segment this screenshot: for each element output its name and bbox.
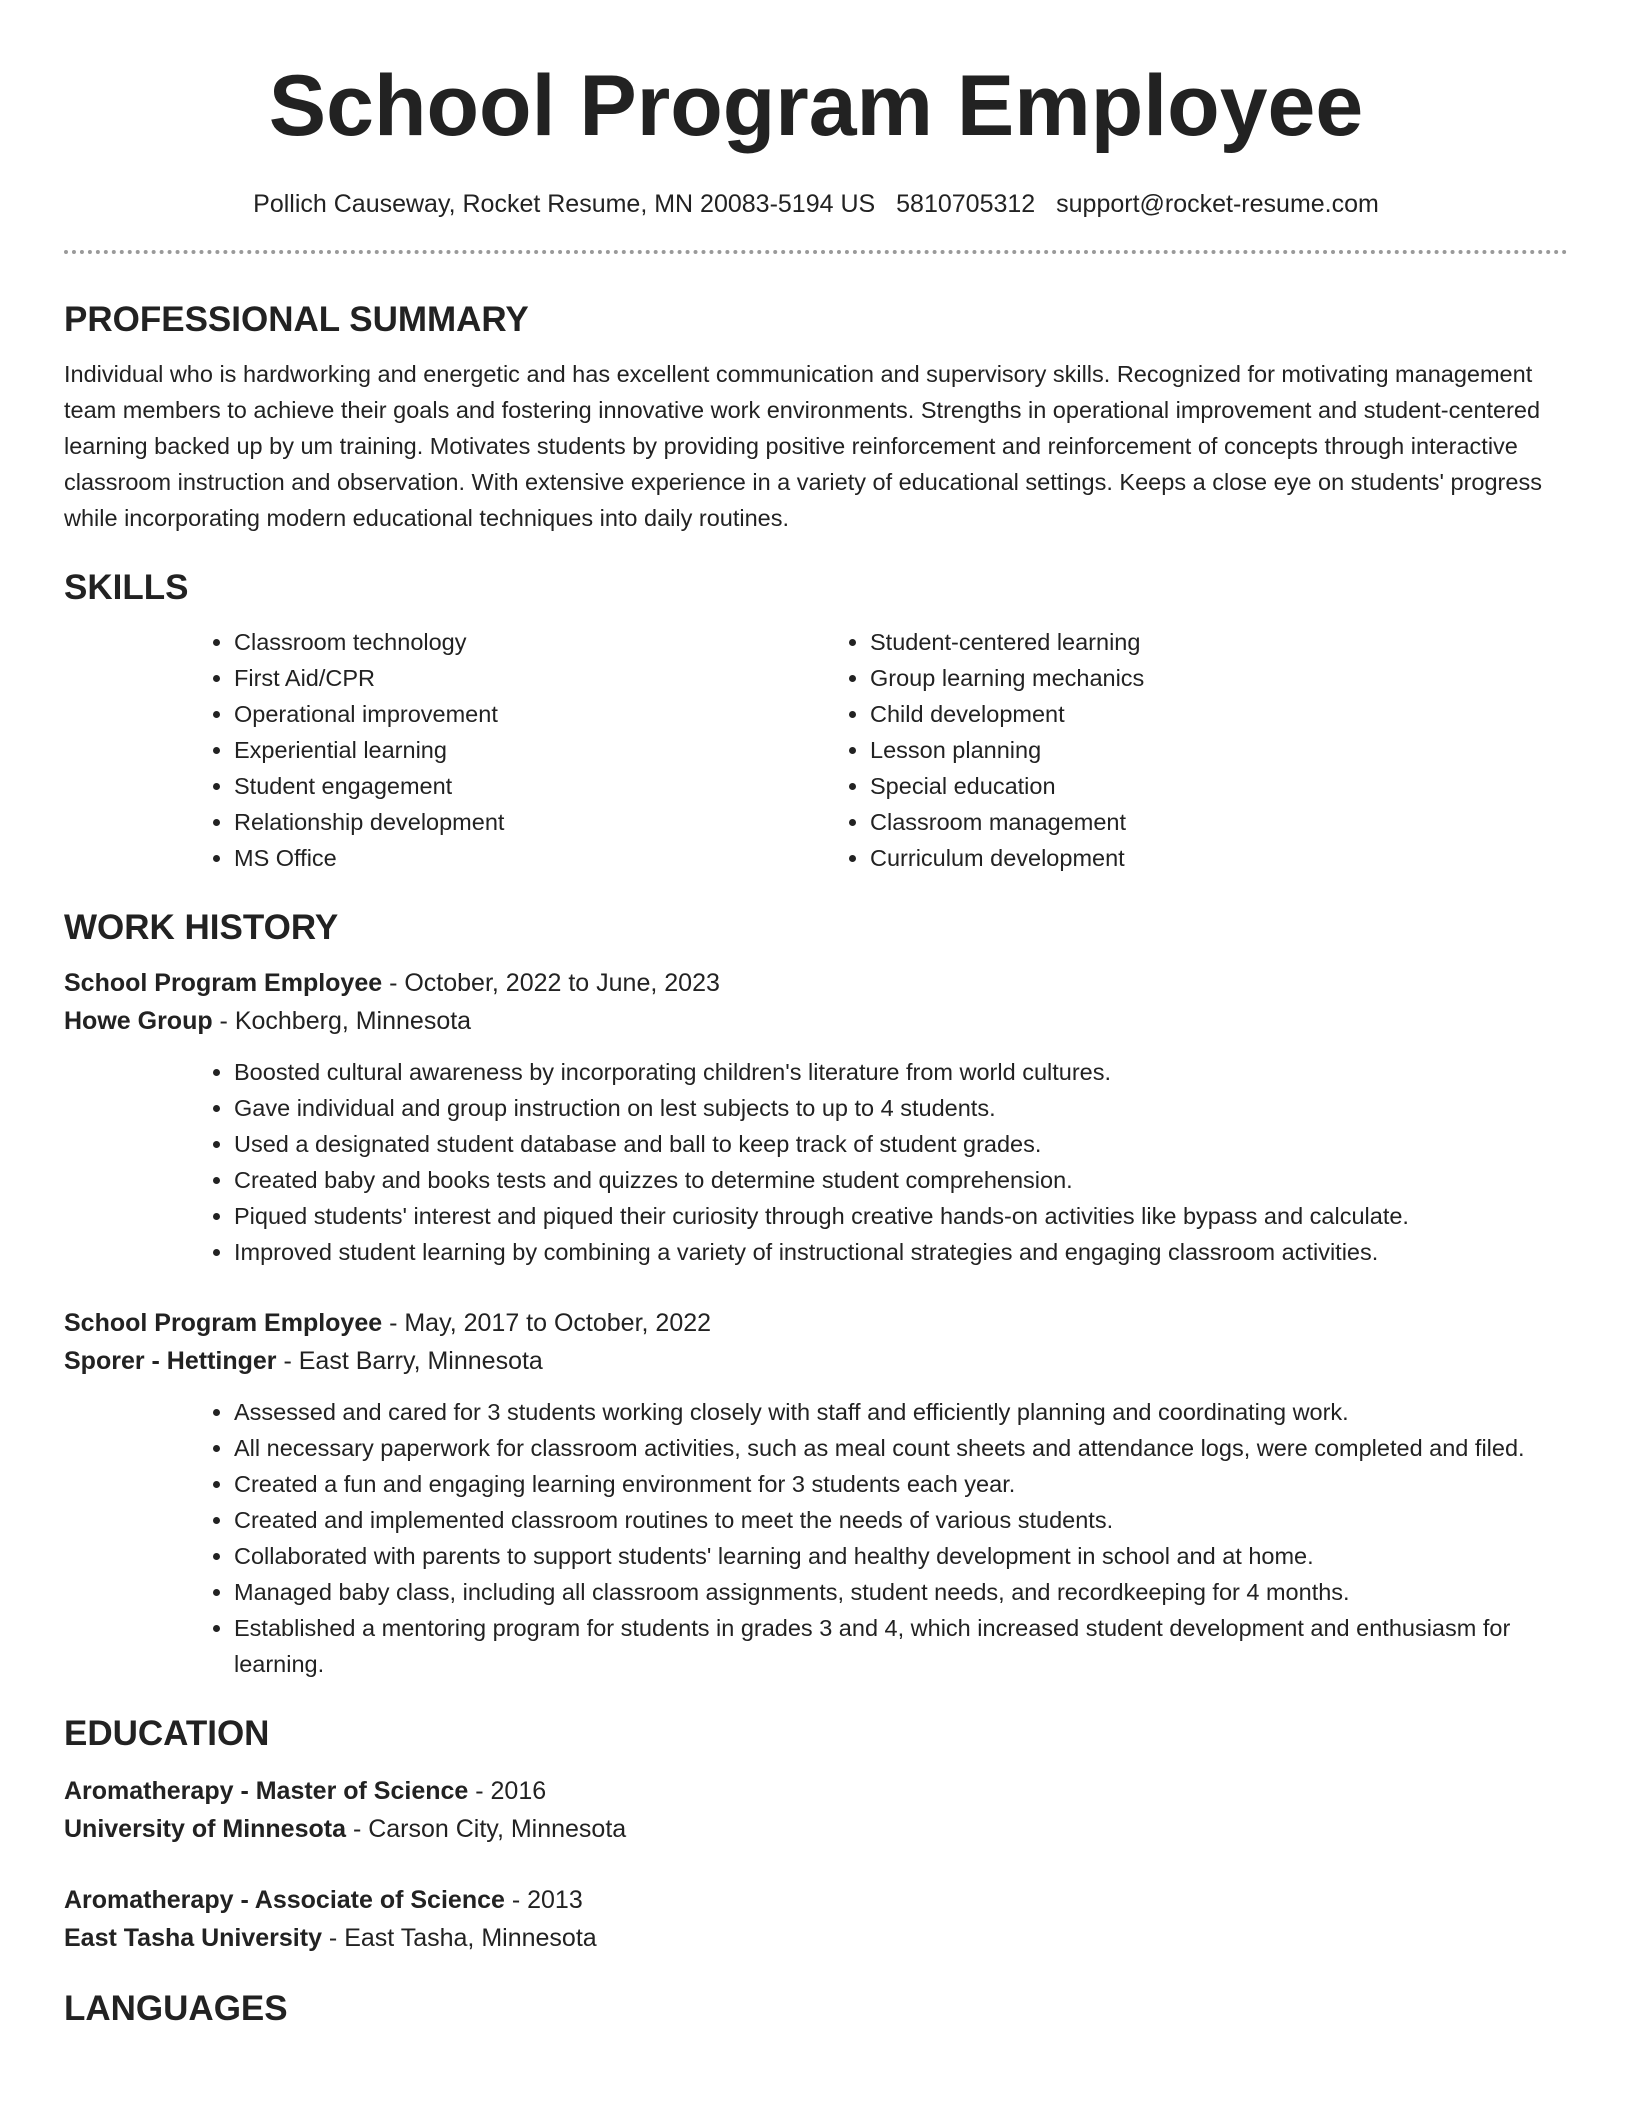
education-entry [64, 1772, 1568, 1848]
education-entry [64, 1881, 1568, 1957]
job-bullet: • Gave individual and group instruction on lest subjects to up to 4 students. [234, 1090, 1568, 1126]
education-year: - 2016 [468, 1777, 547, 1805]
job-company: Sporer - Hettinger [64, 1347, 277, 1375]
summary-text: Individual who is hardworking and energetic and has excellent communication and supervisory skills. Recognized for motivating management team members to achieve their goals and fostering innovative work environments. Strengths in operational improvement and student-centered learning backed up by um training. Motivates students by providing positive reinforcement and reinforcement of concepts through interactive classroom instruction and observation. With extensive experience in a variety of educational settings. Keeps a close eye on students' progress while incorporating modern educational techniques into daily routines. [64, 361, 1542, 531]
job-entry [64, 1304, 1568, 1682]
education-school: University of Minnesota [64, 1815, 346, 1843]
skills-title: SKILLS [64, 568, 189, 607]
contact-line [64, 188, 1568, 220]
contact-phone: 5810705312 [896, 190, 1036, 218]
education-year: - 2013 [504, 1886, 583, 1914]
job-bullet: • Established a mentoring program for students in grades 3 and 4, which increased student development and enthusiasm for learning. [234, 1610, 1568, 1682]
education-location: - East Tasha, Minnesota [321, 1924, 597, 1952]
header-divider [64, 250, 1568, 254]
summary-title: PROFESSIONAL SUMMARY [64, 300, 529, 339]
job-bullet: • Used a designated student database and ball to keep track of student grades. [234, 1126, 1568, 1162]
job-bullet: • Piqued students' interest and piqued their curiosity through creative hands-on activities like bypass and calculate. [234, 1198, 1568, 1234]
job-bullets [64, 1394, 1568, 1682]
job-title-line [64, 964, 1568, 1002]
job-company: Howe Group [64, 1007, 213, 1035]
skill-item: • Classroom technology [234, 624, 826, 660]
work-history-title: WORK HISTORY [64, 908, 339, 947]
skills-list [190, 624, 1568, 876]
skill-item: • Experiential learning [234, 732, 826, 768]
education-school: East Tasha University [64, 1924, 322, 1952]
education-degree-line [64, 1881, 1568, 1919]
languages-title: LANGUAGES [64, 1989, 288, 2028]
skill-item: • Student-centered learning [870, 624, 1462, 660]
skill-item: • Classroom management [870, 804, 1462, 840]
skill-item: • Curriculum development [870, 840, 1462, 876]
education-degree: Aromatherapy - Associate of Science [64, 1886, 505, 1914]
job-location: - Kochberg, Minnesota [212, 1007, 472, 1035]
job-title-line [64, 1304, 1568, 1342]
skills-column-left [190, 624, 826, 876]
education-degree-line [64, 1772, 1568, 1810]
job-role: School Program Employee [64, 1309, 383, 1337]
job-bullet: • Assessed and cared for 3 students working closely with staff and efficiently planning and coordinating work. [234, 1394, 1568, 1430]
education-location: - Carson City, Minnesota [346, 1815, 627, 1843]
skill-item: • Relationship development [234, 804, 826, 840]
education-school-line [64, 1810, 1568, 1848]
job-bullet: • Created and implemented classroom routines to meet the needs of various students. [234, 1502, 1568, 1538]
job-role: School Program Employee [64, 969, 383, 997]
skill-item: • Operational improvement [234, 696, 826, 732]
job-company-line [64, 1342, 1568, 1380]
job-bullet: • Boosted cultural awareness by incorporating children's literature from world cultures. [234, 1054, 1568, 1090]
education-title: EDUCATION [64, 1714, 270, 1753]
skill-item: • Student engagement [234, 768, 826, 804]
skill-item: • Lesson planning [870, 732, 1462, 768]
job-dates: - May, 2017 to October, 2022 [382, 1309, 712, 1337]
education-school-line [64, 1919, 1568, 1957]
job-dates: - October, 2022 to June, 2023 [382, 969, 720, 997]
job-bullet: • Improved student learning by combining a variety of instructional strategies and engaging classroom activities. [234, 1234, 1568, 1270]
skills-column-right [826, 624, 1462, 876]
skill-item: • Special education [870, 768, 1462, 804]
skill-item: • First Aid/CPR [234, 660, 826, 696]
job-bullet: • Created baby and books tests and quizzes to determine student comprehension. [234, 1162, 1568, 1198]
job-location: - East Barry, Minnesota [276, 1347, 543, 1375]
education-degree: Aromatherapy - Master of Science [64, 1777, 469, 1805]
resume-name: School Program Employee [268, 58, 1364, 154]
skill-item: • MS Office [234, 840, 826, 876]
job-bullet: • Managed baby class, including all classroom assignments, student needs, and recordkeeping for 4 months. [234, 1574, 1568, 1610]
job-bullet: • Collaborated with parents to support students' learning and healthy development in school and at home. [234, 1538, 1568, 1574]
skill-item: • Group learning mechanics [870, 660, 1462, 696]
job-company-line [64, 1002, 1568, 1040]
job-bullet: • Created a fun and engaging learning environment for 3 students each year. [234, 1466, 1568, 1502]
contact-address: Pollich Causeway, Rocket Resume, MN 20083-5194 US [253, 190, 876, 218]
job-entry [64, 964, 1568, 1270]
skill-item: • Child development [870, 696, 1462, 732]
job-bullets [64, 1054, 1568, 1270]
job-bullet: • All necessary paperwork for classroom activities, such as meal count sheets and attendance logs, were completed and filed. [234, 1430, 1568, 1466]
contact-email: support@rocket-resume.com [1056, 190, 1379, 218]
